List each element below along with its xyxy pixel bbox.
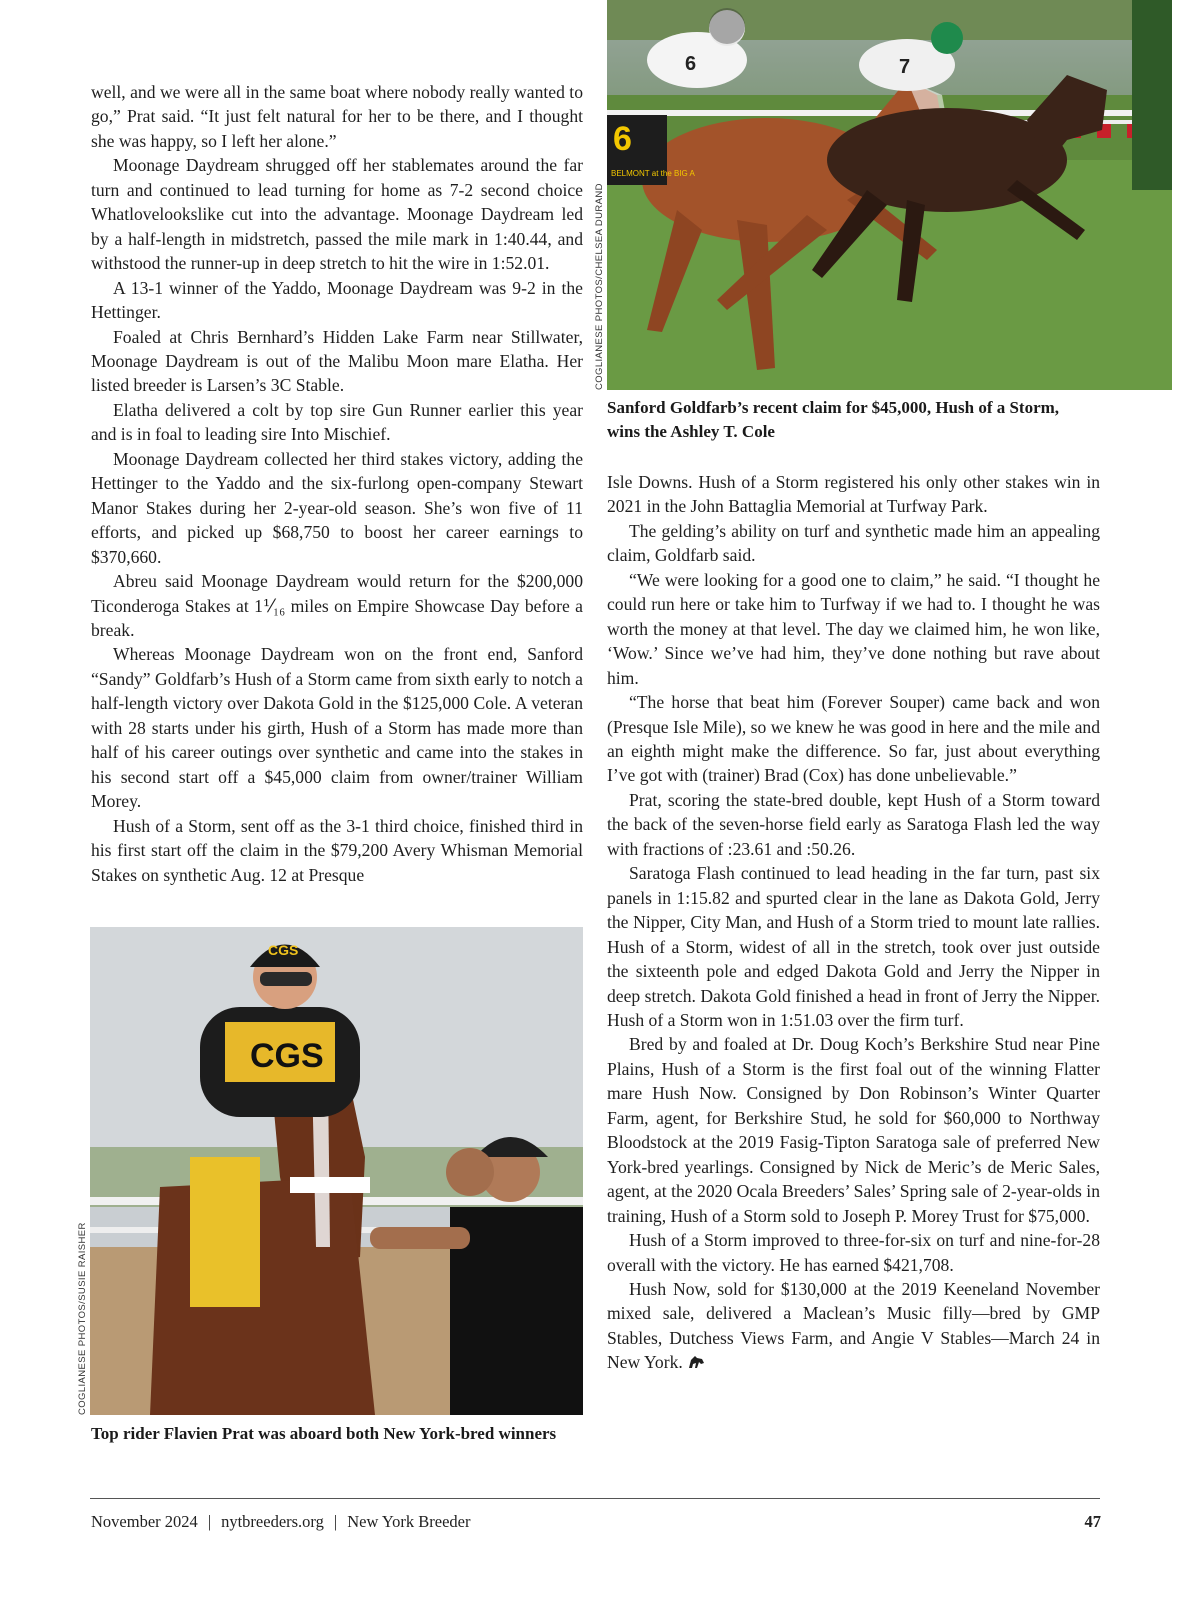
article-paragraph xyxy=(91,325,583,398)
svg-text:6: 6 xyxy=(613,120,632,158)
footer-date: November 2024 xyxy=(91,1512,198,1531)
svg-text:CGS: CGS xyxy=(268,942,299,958)
paragraph-text: A 13-1 winner of the Yaddo, Moonage Daydream was 9-2 in the Hettinger. xyxy=(91,277,583,323)
article-paragraph xyxy=(91,80,583,153)
article-paragraph xyxy=(91,814,583,887)
footer-magazine: New York Breeder xyxy=(347,1512,471,1531)
article-paragraph xyxy=(91,153,583,275)
race-photo-illustration xyxy=(607,0,1172,390)
footer xyxy=(91,1512,1101,1532)
article-paragraph xyxy=(607,470,1100,519)
prat-photo-illustration xyxy=(90,927,583,1415)
footer-separator: | xyxy=(333,1512,338,1531)
race-photo xyxy=(607,0,1172,390)
prat-photo xyxy=(90,927,583,1415)
paragraph-text: Moonage Daydream collected her third stakes victory, adding the Hettinger to the Yaddo and the six-furlong open-company Stewart Manor Stakes during her 2-year-old season. She’s won five of 11 efforts, and picked up $68,750 to boost her career earnings to $370,660. xyxy=(91,448,583,567)
paragraph-text: well, and we were all in the same boat where nobody really wanted to go,” Prat said. “It just felt natural for her to be there, and I thought she was happy, so I left her alone.” xyxy=(91,82,583,151)
paragraph-text: Hush of a Storm improved to three-for-six on turf and nine-for-28 overall with the victory. He has earned $421,708. xyxy=(607,1230,1100,1275)
svg-text:7: 7 xyxy=(899,56,911,78)
article-column-right xyxy=(607,470,1100,1375)
race-photo-caption: Sanford Goldfarb’s recent claim for $45,000, Hush of a Storm, wins the Ashley T. Cole xyxy=(607,398,1060,441)
horse-head-icon xyxy=(687,1355,705,1369)
article-paragraph xyxy=(607,1032,1100,1228)
article-paragraph xyxy=(607,1228,1100,1277)
article-paragraph xyxy=(607,519,1100,568)
paragraph-text: Hush of a Storm, sent off as the 3-1 third choice, finished third in his first start off the claim in the $79,200 Avery Whisman Memorial Stakes on synthetic Aug. 12 at Presque xyxy=(91,815,583,885)
article-paragraph xyxy=(91,447,583,569)
article-column-left xyxy=(91,80,583,887)
footer-separator: | xyxy=(207,1512,212,1531)
article-paragraph xyxy=(91,642,583,813)
paragraph-text: “We were looking for a good one to claim,” he said. “I thought he could run here or take him to Turfway if we had to. I thought he was worth the money at that level. The day we claimed him, he won like, ‘Wow.’ Since we’ve had him, they’ve done nothing but rave about him. xyxy=(607,569,1100,688)
paragraph-text: Hush Now, sold for $130,000 at the 2019 Keeneland November mixed sale, delivered a Maclean’s Music filly—bred by GMP Stables, Dutchess Views Farm, and Angie V Stables—March 24 in New York. xyxy=(607,1278,1100,1373)
article-paragraph xyxy=(91,569,583,642)
paragraph-text: Whereas Moonage Daydream won on the front end, Sanford “Sandy” Goldfarb’s Hush of a Storm came from sixth early to notch a half-length victory over Dakota Gold in the $125,000 Cole. A veteran with 28 starts under his girth, Hush of a Storm has made more than half of his career outings over synthetic and came into the stakes in his second start off a $45,000 claim from owner/trainer William Morey. xyxy=(91,644,583,812)
paragraph-text: Saratoga Flash continued to lead heading in the far turn, past six panels in 1:15.82 and spurted clear in the lane as Dakota Gold, Jerry the Nipper, City Man, and Hush of a Storm tried to mount late rallies. Hush of a Storm, widest of all in the stretch, took over just outside the sixteenth pole and edged Dakota Gold and Jerry the Nipper in deep stretch. Dakota Gold finished a head in front of Jerry the Nipper. Hush of a Storm won in 1:51.03 over the firm turf. xyxy=(607,863,1100,1030)
paragraph-text: Prat, scoring the state-bred double, kept Hush of a Storm toward the back of the seven-horse field early as Saratoga Flash led the way with fractions of :23.61 and :50.26. xyxy=(607,789,1100,859)
article-paragraph xyxy=(607,568,1100,690)
paragraph-text: Foaled at Chris Bernhard’s Hidden Lake Farm near Stillwater, Moonage Daydream is out of the Malibu Moon mare Elatha. Her listed breeder is Larsen’s 3C Stable. xyxy=(91,326,583,396)
article-paragraph xyxy=(607,788,1100,861)
prat-photo-credit: COGLIANESE PHOTOS/SUSIE RAISHER xyxy=(77,1222,88,1415)
svg-text:CGS: CGS xyxy=(250,1037,324,1075)
paragraph-text: Elatha delivered a colt by top sire Gun Runner earlier this year and is in foal to leading sire Into Mischief. xyxy=(91,399,583,445)
svg-text:BELMONT at the BIG A: BELMONT at the BIG A xyxy=(611,169,695,178)
article-paragraph xyxy=(607,690,1100,788)
paragraph-text: Isle Downs. Hush of a Storm registered his only other stakes win in 2021 in the John Battaglia Memorial at Turfway Park. xyxy=(607,472,1100,517)
paragraph-text: Abreu said Moonage Daydream would return for the $200,000 Ticonderoga Stakes at 1⅟₁₆ miles on Empire Showcase Day before a break. xyxy=(91,571,583,640)
paragraph-text: Moonage Daydream shrugged off her stablemates around the far turn and continued to lead turning for home as 7-2 second choice Whatlovelookslike cut into the advantage. Moonage Daydream led by a half-length in midstretch, passed the mile mark in 1:40.44, and withstood the runner-up in deep stretch to hit the wire in 1:52.01. xyxy=(91,155,583,274)
paragraph-text: “The horse that beat him (Forever Souper) came back and won (Presque Isle Mile), so we knew he was good in here and the mile and an eighth might make the difference. So far, just about everything I’ve got with (trainer) Brad (Cox) has done unbelievable.” xyxy=(607,692,1100,786)
footer-site[interactable]: nytbreeders.org xyxy=(221,1512,324,1531)
race-photo-credit: COGLIANESE PHOTOS/CHELSEA DURAND xyxy=(594,183,605,390)
page-number: 47 xyxy=(1084,1512,1101,1531)
article-paragraph xyxy=(607,1277,1100,1375)
paragraph-text: Bred by and foaled at Dr. Doug Koch’s Berkshire Stud near Pine Plains, Hush of a Storm is the first foal out of the winning Flatter mare Hush Now. Consigned by Don Robinson’s Winter Quarter Farm, agent, for Berkshire Stud, he sold for $60,000 to Northway Bloodstock at the 2019 Fasig-Tipton Saratoga sale of preferred New York-bred yearlings. Consigned by Nick de Meric’s de Meric Sales, agent, at the 2020 Ocala Breeders’ Sales’ Spring sale of 2-year-olds in training, Hush of a Storm sold to Joseph P. Morey Trust for $75,000. xyxy=(607,1034,1100,1226)
article-paragraph xyxy=(91,276,583,325)
article-paragraph xyxy=(607,861,1100,1032)
paragraph-text: The gelding’s ability on turf and synthetic made him an appealing claim, Goldfarb said. xyxy=(607,520,1100,566)
footer-rule xyxy=(90,1498,1100,1499)
svg-text:6: 6 xyxy=(685,53,697,75)
prat-photo-caption: Top rider Flavien Prat was aboard both New York-bred winners xyxy=(91,1424,557,1443)
article-paragraph xyxy=(91,398,583,447)
